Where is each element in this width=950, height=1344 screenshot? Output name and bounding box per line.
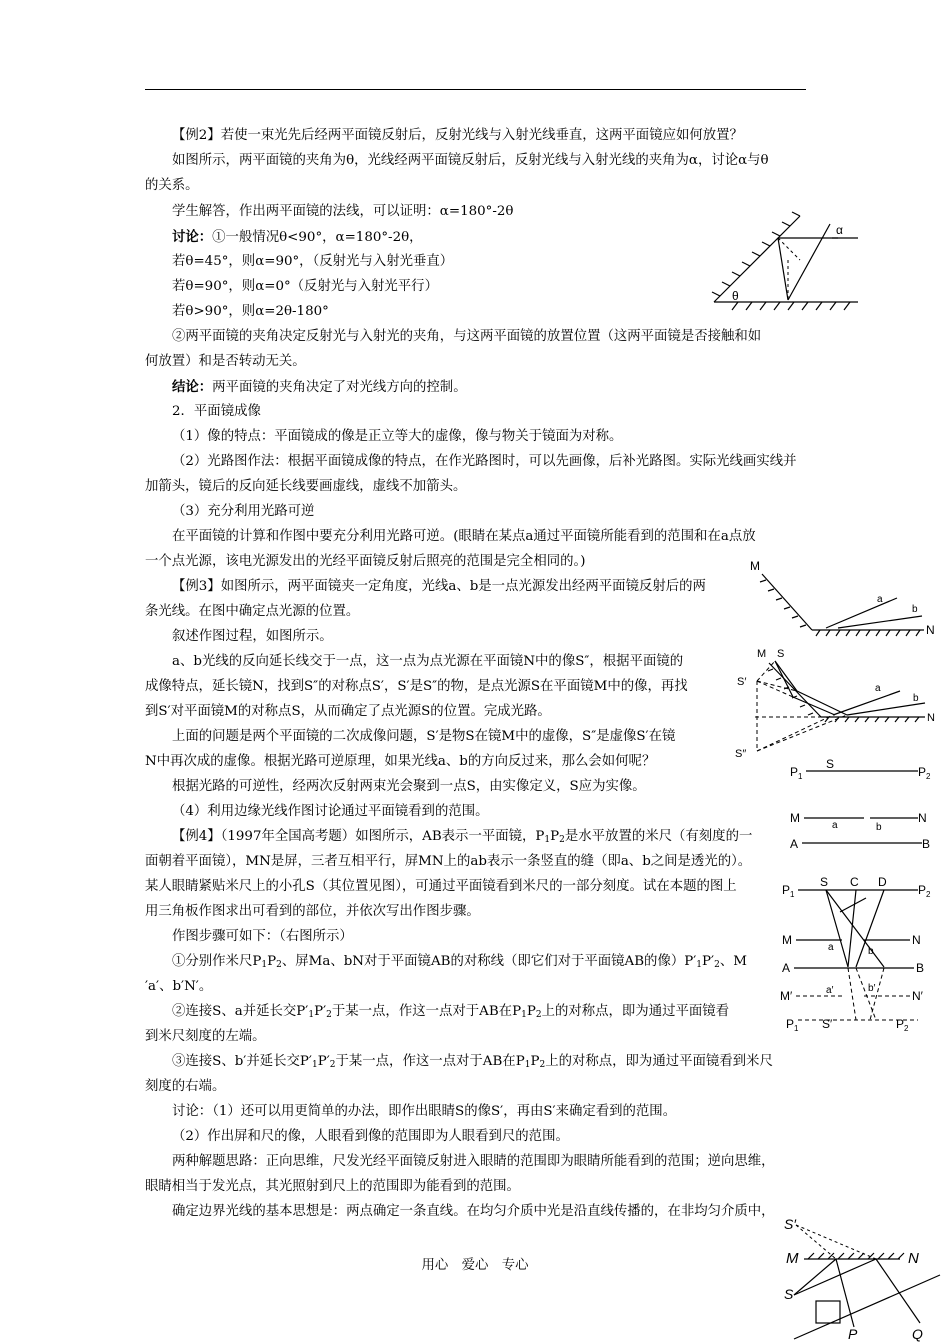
text-line: 刻度的右端。	[145, 1079, 226, 1094]
step2-line: ②连接S、a并延长交$P'_1P'_2$于某一点，作这一点对于AB在$P_1P_2$上的对称点，即为通过平面镜看	[172, 1004, 730, 1020]
fig4-label-S: S	[826, 757, 835, 771]
fig5-label-b: b	[868, 946, 874, 957]
text-line: 叙述作图过程，如图所示。	[172, 629, 333, 644]
header-rule	[145, 89, 806, 90]
fig4-label-B: B	[922, 837, 931, 851]
fig5-label-P1-prime: $P_1$	[786, 1017, 799, 1033]
fig6-label-P: P	[848, 1326, 858, 1342]
text-line: 加箭头，镜后的反向延长线要画虚线，虚线不加箭头。	[145, 479, 467, 494]
fig5-label-P2-prime: $P_2$	[896, 1017, 909, 1033]
fig2-label-N: N	[926, 623, 935, 637]
fig6-label-N: N	[908, 1250, 919, 1267]
text-line: 眼睛相当于发光点，其光照射到尺上的范围即为能看到的范围。	[145, 1179, 520, 1194]
fig4-label-b: b	[876, 822, 882, 833]
text-line: （1）像的特点：平面镜成的像是正立等大的虚像，像与物关于镜面为对称。	[172, 429, 623, 444]
fig5-label-P2: $P_2$	[918, 883, 931, 899]
text-line: 学生解答，作出两平面镜的法线，可以证明：α=180°-2θ	[172, 204, 514, 219]
fig6-label-Q: Q	[912, 1326, 923, 1342]
fig5-label-a-prime: a′	[826, 985, 834, 996]
text-line: 用三角板作图求出可看到的部位，并依次写出作图步骤。	[145, 904, 480, 919]
text-line: a、b光线的反向延长线交于一点，这一点为点光源在平面镜N中的像S″，根据平面镜的	[172, 654, 684, 669]
text-line: 在平面镜的计算和作图中要充分利用光路可逆。(眼睛在某点a通过平面镜所能看到的范围和在a点放	[172, 529, 756, 544]
text-line: 某人眼睛紧贴米尺上的小孔S（其位置见图），可通过平面镜看到米尺的一部分刻度。试在本题的图上	[145, 879, 737, 894]
text-line: ′a′、b′N′。	[145, 979, 213, 994]
text-line: 到S′对平面镜M的对称点S，从而确定了点光源S的位置。完成光路。	[145, 704, 551, 719]
text-line: 作图步骤可如下：（右图所示）	[172, 929, 353, 944]
text-line: 确定边界光线的基本思想是：两点确定一条直线。在均匀介质中光是沿直线传播的，在非均匀介质中，	[172, 1204, 775, 1219]
fig6-label-S-prime: S′	[784, 1216, 796, 1232]
text-line: 两种解题思路：正向思维，尺发光经平面镜反射进入眼睛的范围即为眼睛所能看到的范围；逆向思维，	[172, 1154, 775, 1169]
fig1-label-theta: θ	[732, 289, 739, 303]
fig3-label-S-prime: S′	[737, 676, 747, 688]
figure-two-mirrors	[708, 200, 863, 312]
fig5-label-P1: $P_1$	[782, 883, 795, 899]
fig5-label-D: D	[878, 875, 887, 889]
text-line: 到米尺刻度的左端。	[145, 1029, 266, 1044]
text-line: 条光线。在图中确定点光源的位置。	[145, 604, 360, 619]
fig4-label-P2: $P_2$	[918, 765, 931, 781]
text-line: 成像特点，延长镜N，找到S″的对称点S′，S′是S″的物，是点光源S在平面镜M中的像，再找	[145, 679, 688, 694]
fig5-label-C: C	[850, 875, 859, 889]
text-line: （2）光路图作法：根据平面镜成像的特点，在作光路图时，可以先画像，后补光路图。实际光线画实线并	[172, 454, 797, 469]
text-line: （2）作出屏和尺的像，人眼看到像的范围即为人眼看到尺的范围。	[172, 1129, 569, 1144]
figure-example4	[788, 756, 938, 854]
fig6-label-M: M	[786, 1250, 799, 1267]
fig4-label-P1: $P_1$	[790, 765, 803, 781]
fig5-label-a: a	[828, 942, 834, 953]
fig2-label-b: b	[912, 604, 918, 615]
fig3-label-b: b	[913, 693, 919, 704]
figure-mirror-range	[780, 1215, 942, 1340]
text-line: 讨论：（1）还可以用更简单的办法，即作出眼睛S的像S′，再由S′来确定看到的范围。	[172, 1104, 677, 1119]
figure-example4-solution	[780, 872, 940, 1032]
fig3-label-S-double-prime: S″	[735, 748, 747, 760]
text-line: 上面的问题是两个平面镜的二次成像问题，S′是物S在镜M中的虚像，S″是虚像S′在镜	[172, 729, 676, 744]
fig5-label-b-prime: b′	[868, 983, 876, 994]
fig3-label-S: S	[777, 648, 785, 660]
text-line: 面朝着平面镜），MN是屏，三者互相平行，屏MN上的ab表示一条竖直的缝（即a、b之间是透光的）。	[145, 854, 752, 869]
example2-question: 【例2】若使一束光先后经两平面镜反射后，反射光线与入射光线垂直，这两平面镜应如何放置？	[172, 128, 743, 143]
fig5-label-N: N	[912, 933, 921, 947]
step1-line: ①分别作米尺$P_1P_2$、屏Ma、bN对于平面镜AB的对称线（即它们对于平面镜AB的像）$P'_1P'_2$、M	[172, 954, 747, 970]
section-heading: 2．平面镜成像	[172, 404, 261, 419]
text-line: N中再次成的虚像。根据光路可逆原理，如果光线a、b的方向反过来，那么会如何呢？	[145, 754, 656, 769]
fig3-label-a: a	[875, 683, 881, 694]
fig5-label-S: S	[820, 875, 829, 889]
fig5-label-A: A	[782, 961, 791, 975]
text-line: 若θ=45°，则α=90°，（反射光与入射光垂直）	[172, 254, 454, 269]
fig4-label-a: a	[832, 820, 838, 831]
text-line: （3）充分利用光路可逆	[172, 504, 315, 519]
fig5-label-M: M	[782, 933, 792, 947]
text-line: 根据光路的可逆性，经两次反射两束光会聚到一点S，由实像定义，S应为实像。	[172, 779, 646, 794]
fig2-label-M: M	[750, 559, 760, 573]
text-line: 何放置）和是否转动无关。	[145, 354, 306, 369]
text-line: （4）利用边缘光线作图讨论通过平面镜看到的范围。	[172, 804, 489, 819]
fig4-label-M: M	[790, 811, 800, 825]
fig5-label-N-prime: N′	[912, 989, 923, 1003]
fig5-label-S-prime: S′	[822, 1017, 833, 1031]
fig1-label-alpha: α	[836, 223, 843, 237]
example3-question: 【例3】如图所示，两平面镜夹一定角度，光线a、b是一点光源发出经两平面镜反射后的两	[172, 579, 706, 594]
fig4-label-A: A	[790, 837, 799, 851]
conclusion-line: 结论：两平面镜的夹角决定了对光线方向的控制。	[172, 379, 467, 395]
text-line: ②两平面镜的夹角决定反射光与入射光的夹角，与这两平面镜的放置位置（这两平面镜是否接触和如	[172, 329, 762, 344]
fig6-label-S: S	[784, 1286, 794, 1302]
figure-example3	[742, 560, 942, 645]
figure-example3-solution	[735, 645, 940, 760]
text-line: 的关系。	[145, 178, 199, 193]
text-line: 若θ>90°，则α=2θ-180°	[172, 304, 329, 319]
fig3-label-N: N	[927, 712, 935, 724]
example4-question: 【例4】（1997年全国高考题）如图所示，AB表示一平面镜，$P_1P_2$是水平放置的米尺（有刻度的一	[172, 829, 753, 845]
fig4-label-N: N	[918, 811, 927, 825]
step3-line: ③连接S、b′并延长交$P'_1P'_2$于某一点，作这一点对于AB在$P_1P_2$上的对称点，即为通过平面镜看到米尺	[172, 1054, 773, 1070]
fig3-label-M: M	[757, 648, 767, 660]
page-footer: 用心 爱心 专心	[421, 1258, 529, 1273]
text-line: 若θ=90°，则α=0°（反射光与入射光平行）	[172, 279, 438, 294]
text-line: 一个点光源，该电光源发出的光经平面镜反射后照亮的范围是完全相同的。)	[145, 554, 586, 569]
fig5-label-B: B	[916, 961, 925, 975]
text-line: 如图所示，两平面镜的夹角为θ，光线经两平面镜反射后，反射光线与入射光线的夹角为α，讨论α与θ	[172, 153, 769, 168]
discussion-line: 讨论：①一般情况θ<90°，α=180°-2θ，	[172, 229, 423, 245]
fig5-label-M-prime: M′	[780, 989, 793, 1003]
fig2-label-a: a	[877, 594, 883, 605]
